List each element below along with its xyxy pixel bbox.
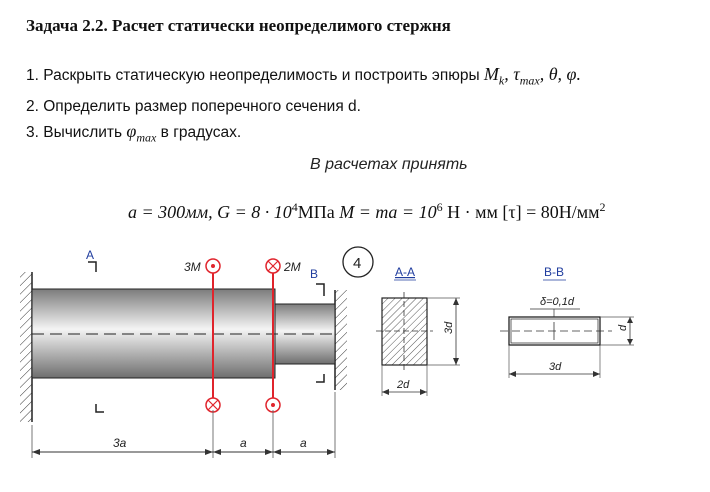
section-bb-height: d [617,324,629,331]
mk-symbol: M [483,64,499,84]
section-a-label-top: A [86,248,95,262]
dimension-a-right: a [300,436,307,450]
task-3-suffix: в градусах. [156,123,242,141]
tau-symbol: τ [513,64,520,84]
formula-tau-exp: 2 [599,200,606,214]
torque-2m-label: 2M [284,260,301,274]
section-bb-thickness: δ=0,1d [540,296,574,308]
dimension-3a: 3a [113,436,127,450]
section-a-mark-bottom [96,404,104,412]
section-b-mark-top [316,284,324,296]
variant-number: 4 [353,255,362,272]
section-aa-width: 2d [397,379,410,391]
left-wall-hatch [20,272,32,422]
mk-subscript: k [498,73,505,88]
tau-subscript: max [519,73,540,88]
formula-m-unit: Н · мм [442,202,503,222]
task-1-number: 1. [26,67,39,84]
page-title: Задача 2.2. Расчет статически неопределимого стержня [26,16,451,35]
section-bb-title: B-B [544,265,565,279]
phi-max-subscript: max [136,130,157,145]
task-2-number: 2. [26,97,39,115]
calculation-note: В расчетах принять [310,156,468,173]
section-aa-title: A-A [395,265,416,279]
formula-g-unit: МПа [297,202,340,222]
right-wall-hatch [335,290,347,390]
task-3-text: Вычислить [43,123,127,141]
formula-g: G = 8 · 10 [217,202,292,222]
dimension-a-middle: a [240,436,247,450]
section-b-mark-bottom [316,374,324,382]
task-1-text: Раскрыть статическую неопределимость и построить эпюры [43,67,484,84]
task-3-number: 3. [26,123,39,141]
formula-tau: [τ] = 80Н/мм [502,202,600,222]
section-aa-height: 3d [443,321,455,334]
task-1: 1. Раскрыть статическую неопределимость и построить эпюры $M_k$, $\tau_{max}$, θ, φ. [26,64,582,88]
phi-max-symbol: φ [126,120,137,141]
torque-3m-label: 3M [184,260,201,274]
section-b-label-top: B [310,267,319,281]
formula-m: M = ma = 10 [339,202,437,222]
formula-a: a = 300мм, [128,202,218,222]
section-bb-width: 3d [549,361,562,373]
theta-symbol: θ [548,64,558,84]
section-aa-shape [382,298,427,365]
task-2-text: Определить размер поперечного сечения d. [43,97,361,115]
phi-symbol: φ [566,64,577,84]
section-a-mark-top [88,262,96,272]
formula-g-exp: 4 [291,200,298,214]
formula-m-exp: 6 [436,200,443,214]
